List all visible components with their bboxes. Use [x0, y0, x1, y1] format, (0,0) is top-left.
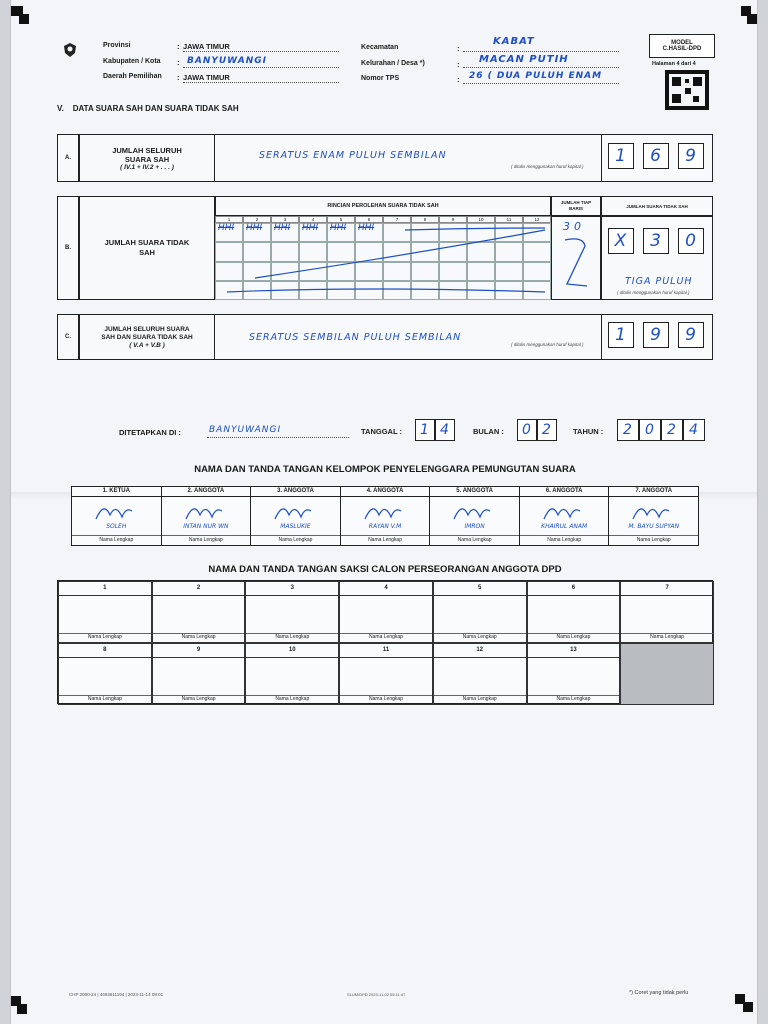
jumlah-baris-value: 30 — [563, 220, 585, 233]
tally-column-header: 12 — [523, 216, 551, 223]
kelurahan-label: Kelurahan / Desa *) — [361, 60, 425, 67]
ditetapkan-line — [207, 437, 349, 438]
row-c-title: JUMLAH SELURUH SUARA SAH DAN SUARA TIDAK SAH — [101, 325, 193, 341]
tally-mark: HHI — [274, 223, 291, 233]
saksi-empty-cell — [620, 643, 714, 705]
kpps-member-role: 2. ANGGOTA — [162, 487, 251, 497]
saksi-name-caption: Nama Lengkap — [59, 695, 151, 702]
tps-colon: : — [457, 75, 460, 84]
saksi-number: 2 — [153, 582, 245, 596]
jumlah-baris-strike — [559, 236, 593, 292]
rincian-header-text: RINCIAN PEROLEHAN SUARA TIDAK SAH — [327, 203, 439, 209]
row-c-code: C. — [65, 334, 71, 340]
row-b-title-cell — [79, 196, 215, 300]
tally-column-header: 4 — [299, 216, 327, 223]
kpps-member-name: MASLUKIE — [280, 523, 311, 530]
corner-marker-top-right-2 — [747, 14, 757, 24]
kpps-member-role: 6. ANGGOTA — [520, 487, 609, 497]
saksi-name-caption: Nama Lengkap — [340, 695, 432, 702]
saksi-name-caption: Nama Lengkap — [434, 633, 526, 640]
row-a-digit-1: 1 — [608, 143, 634, 169]
tanggal-digit-2: 4 — [435, 419, 455, 441]
model-box — [649, 34, 715, 58]
kpps-member-cell — [251, 487, 341, 545]
row-c-formula: ( V.A + V.B ) — [129, 341, 165, 349]
saksi-cell — [58, 581, 152, 643]
tally-column-header: 3 — [271, 216, 299, 223]
tahun-digit-1: 2 — [617, 419, 639, 441]
row-c-words: SERATUS SEMBILAN PULUH SEMBILAN — [249, 332, 462, 343]
ditetapkan-value: BANYUWANGI — [209, 425, 282, 435]
jumlah-baris-header — [551, 196, 601, 216]
kabupaten-label: Kabupaten / Kota — [103, 58, 161, 65]
saksi-number: 6 — [528, 582, 620, 596]
kpps-name-caption: Nama Lengkap — [341, 535, 430, 543]
saksi-cell — [339, 643, 433, 705]
saksi-cell — [245, 643, 339, 705]
tally-mark: HHI — [330, 223, 347, 233]
kelurahan-colon: : — [457, 60, 460, 69]
kpps-name-caption: Nama Lengkap — [162, 535, 251, 543]
saksi-cell — [245, 581, 339, 643]
tps-value: 26 ( DUA PULUH ENAM — [469, 71, 603, 81]
kpps-member-name: KHAIRUL ANAM — [541, 523, 588, 530]
form-page — [10, 0, 758, 1024]
corner-marker-top-left-2 — [19, 14, 29, 24]
kpps-name-caption: Nama Lengkap — [72, 535, 161, 543]
tally-column-header: 9 — [439, 216, 467, 223]
kpps-member-name: M. BAYU SUPYAN — [628, 523, 680, 530]
saksi-cell — [433, 643, 527, 705]
kpps-member-cell — [520, 487, 610, 545]
saksi-cell — [433, 581, 527, 643]
jumlah-suara-header-text: JUMLAH SUARA TIDAK SAH — [626, 203, 688, 209]
model-value: C.HASIL-DPD — [662, 46, 702, 52]
tahun-digit-2: 0 — [639, 419, 661, 441]
kelurahan-value: MACAN PUTIH — [479, 54, 569, 65]
saksi-name-caption: Nama Lengkap — [246, 633, 338, 640]
saksi-number: 13 — [528, 644, 620, 658]
corner-marker-bottom-left-2 — [17, 1004, 27, 1014]
model-label: MODEL — [671, 40, 693, 46]
kpps-member-cell — [609, 487, 698, 545]
tally-mark: HHI — [302, 223, 319, 233]
row-a-code: A. — [65, 155, 71, 161]
saksi-title: NAMA DAN TANDA TANGAN SAKSI CALON PERSEORANGAN ANGGOTA DPD — [208, 564, 562, 575]
kpps-member-role: 7. ANGGOTA — [609, 487, 698, 497]
tally-column-header: 10 — [467, 216, 495, 223]
saksi-number: 7 — [621, 582, 713, 596]
tanggal-label: TANGGAL : — [361, 427, 402, 436]
kpps-member-cell — [162, 487, 252, 545]
kpps-member-role: 5. ANGGOTA — [430, 487, 519, 497]
saksi-name-caption: Nama Lengkap — [153, 633, 245, 640]
kpu-logo-icon — [63, 42, 77, 58]
tally-column-header: 5 — [327, 216, 355, 223]
kpps-member-role: 4. ANGGOTA — [341, 487, 430, 497]
tally-column-header: 6 — [355, 216, 383, 223]
saksi-name-caption: Nama Lengkap — [59, 633, 151, 640]
dapil-label: Daerah Pemilihan — [103, 73, 162, 80]
saksi-name-caption: Nama Lengkap — [246, 695, 338, 702]
kecamatan-label: Kecamatan — [361, 44, 399, 51]
saksi-name-caption: Nama Lengkap — [340, 633, 432, 640]
row-b-digit-1: X — [608, 228, 634, 254]
kpps-member-name: SOLEH — [106, 523, 127, 530]
row-a-title-cell — [79, 134, 215, 182]
row-c-digit-1: 1 — [608, 322, 634, 348]
tally-column-header: 7 — [383, 216, 411, 223]
provinsi-value: JAWA TIMUR — [183, 42, 230, 51]
dapil-colon: : — [177, 73, 180, 82]
row-c-digit-2: 9 — [643, 322, 669, 348]
bulan-label: BULAN : — [473, 427, 504, 436]
kpps-name-caption: Nama Lengkap — [430, 535, 519, 543]
row-a-digit-2: 6 — [643, 143, 669, 169]
kabupaten-colon: : — [177, 58, 180, 67]
saksi-number: 9 — [153, 644, 245, 658]
kecamatan-colon: : — [457, 44, 460, 53]
saksi-signature-table — [57, 580, 713, 704]
tally-column-header: 11 — [495, 216, 523, 223]
row-a-hint: ( ditulis menggunakan huruf kapital ) — [511, 164, 584, 169]
dapil-value: JAWA TIMUR — [183, 73, 230, 82]
saksi-name-caption: Nama Lengkap — [528, 633, 620, 640]
dapil-line — [183, 82, 339, 83]
row-b-code-cell — [57, 196, 79, 300]
row-b-digit-3: 0 — [678, 228, 704, 254]
kpps-name-caption: Nama Lengkap — [251, 535, 340, 543]
saksi-cell — [527, 581, 621, 643]
kpps-name-caption: Nama Lengkap — [520, 535, 609, 543]
tally-mark: HHI — [358, 223, 375, 233]
row-a-digit-3: 9 — [678, 143, 704, 169]
kpps-name-caption: Nama Lengkap — [609, 535, 698, 543]
bulan-digit-1: 0 — [517, 419, 537, 441]
provinsi-label: Provinsi — [103, 42, 131, 49]
provinsi-colon: : — [177, 42, 180, 51]
saksi-number: 3 — [246, 582, 338, 596]
kpps-member-role: 3. ANGGOTA — [251, 487, 340, 497]
kpps-title: NAMA DAN TANDA TANGAN KELOMPOK PENYELENGGARA PEMUNGUTAN SUARA — [194, 464, 576, 475]
saksi-cell — [339, 581, 433, 643]
tally-column-header: 8 — [411, 216, 439, 223]
tahun-digit-4: 4 — [683, 419, 705, 441]
saksi-cell — [620, 581, 714, 643]
halaman-text: Halaman 4 dari 4 — [652, 61, 696, 67]
tahun-label: TAHUN : — [573, 427, 604, 436]
kpps-member-cell — [430, 487, 520, 545]
saksi-number: 8 — [59, 644, 151, 658]
tahun-digit-3: 2 — [661, 419, 683, 441]
row-a-formula: ( IV.1 + IV.2 + . . . ) — [120, 163, 174, 171]
kpps-member-cell — [341, 487, 431, 545]
row-b-hint: ( ditulis menggunakan huruf kapital ) — [617, 290, 690, 295]
qr-code-icon — [665, 70, 709, 110]
kelurahan-line — [463, 67, 619, 68]
tally-column-header: 2 — [243, 216, 271, 223]
saksi-cell — [152, 581, 246, 643]
saksi-name-caption: Nama Lengkap — [434, 695, 526, 702]
saksi-number: 4 — [340, 582, 432, 596]
kpps-member-role: 1. KETUA — [72, 487, 161, 497]
saksi-number: 10 — [246, 644, 338, 658]
row-c-code-cell — [57, 314, 79, 360]
tanggal-digit-1: 1 — [415, 419, 435, 441]
saksi-name-caption: Nama Lengkap — [528, 695, 620, 702]
saksi-number: 5 — [434, 582, 526, 596]
footer-note: *) Coret yang tidak perlu — [629, 990, 689, 996]
kpps-member-cell — [72, 487, 162, 545]
tally-mark: HHI — [218, 223, 235, 233]
row-c-digit-3: 9 — [678, 322, 704, 348]
kpps-signature-table — [71, 486, 699, 546]
row-b-digit-2: 3 — [643, 228, 669, 254]
saksi-cell — [152, 643, 246, 705]
saksi-cell — [58, 643, 152, 705]
saksi-number: 1 — [59, 582, 151, 596]
kpps-member-name: RAYAN V.M — [368, 523, 402, 530]
row-c-hint: ( ditulis menggunakan huruf kapital ) — [511, 342, 584, 347]
footer-left-code: CHP 2000-24 | 4693611194 | 2023-11-14 08:01 — [69, 992, 164, 997]
tps-label: Nomor TPS — [361, 75, 400, 82]
tally-column-header: 1 — [215, 216, 243, 223]
row-b-code: B. — [65, 245, 71, 251]
tally-mark: HHI — [246, 223, 263, 233]
row-a-words: SERATUS ENAM PULUH SEMBILAN — [259, 150, 447, 161]
row-a-code-cell — [57, 134, 79, 182]
saksi-name-caption: Nama Lengkap — [621, 633, 713, 640]
section-title: V. DATA SUARA SAH DAN SUARA TIDAK SAH — [57, 104, 239, 113]
jumlah-suara-header — [601, 196, 713, 216]
row-c-title-cell — [79, 314, 215, 360]
saksi-number: 12 — [434, 644, 526, 658]
row-b-words: TIGA PULUH — [625, 276, 693, 287]
saksi-number: 11 — [340, 644, 432, 658]
row-a-title: JUMLAH SELURUH SUARA SAH — [112, 145, 182, 164]
kpps-member-name: IMRON — [464, 523, 485, 530]
corner-marker-bottom-right-2 — [743, 1002, 753, 1012]
provinsi-line — [183, 51, 339, 52]
kecamatan-value: KABAT — [493, 36, 535, 47]
kecamatan-line — [463, 51, 619, 52]
rincian-header — [215, 196, 551, 216]
kpps-member-name: INTAN NUR WN — [183, 523, 229, 530]
bulan-digit-2: 2 — [537, 419, 557, 441]
footer-center-code: SLUM/DPD 2023-11-02 05:11:47 — [347, 992, 406, 997]
saksi-cell — [527, 643, 621, 705]
saksi-name-caption: Nama Lengkap — [153, 695, 245, 702]
tps-line — [463, 83, 619, 84]
ditetapkan-label: DITETAPKAN DI : — [119, 428, 181, 437]
tally-strike-lines — [215, 216, 551, 300]
jumlah-baris-header-text: JUMLAH TIAP BARIS — [560, 200, 592, 211]
row-b-title: JUMLAH SUARA TIDAK SAH — [104, 238, 190, 257]
kabupaten-value: BANYUWANGI — [187, 56, 268, 66]
kabupaten-line — [183, 67, 339, 68]
